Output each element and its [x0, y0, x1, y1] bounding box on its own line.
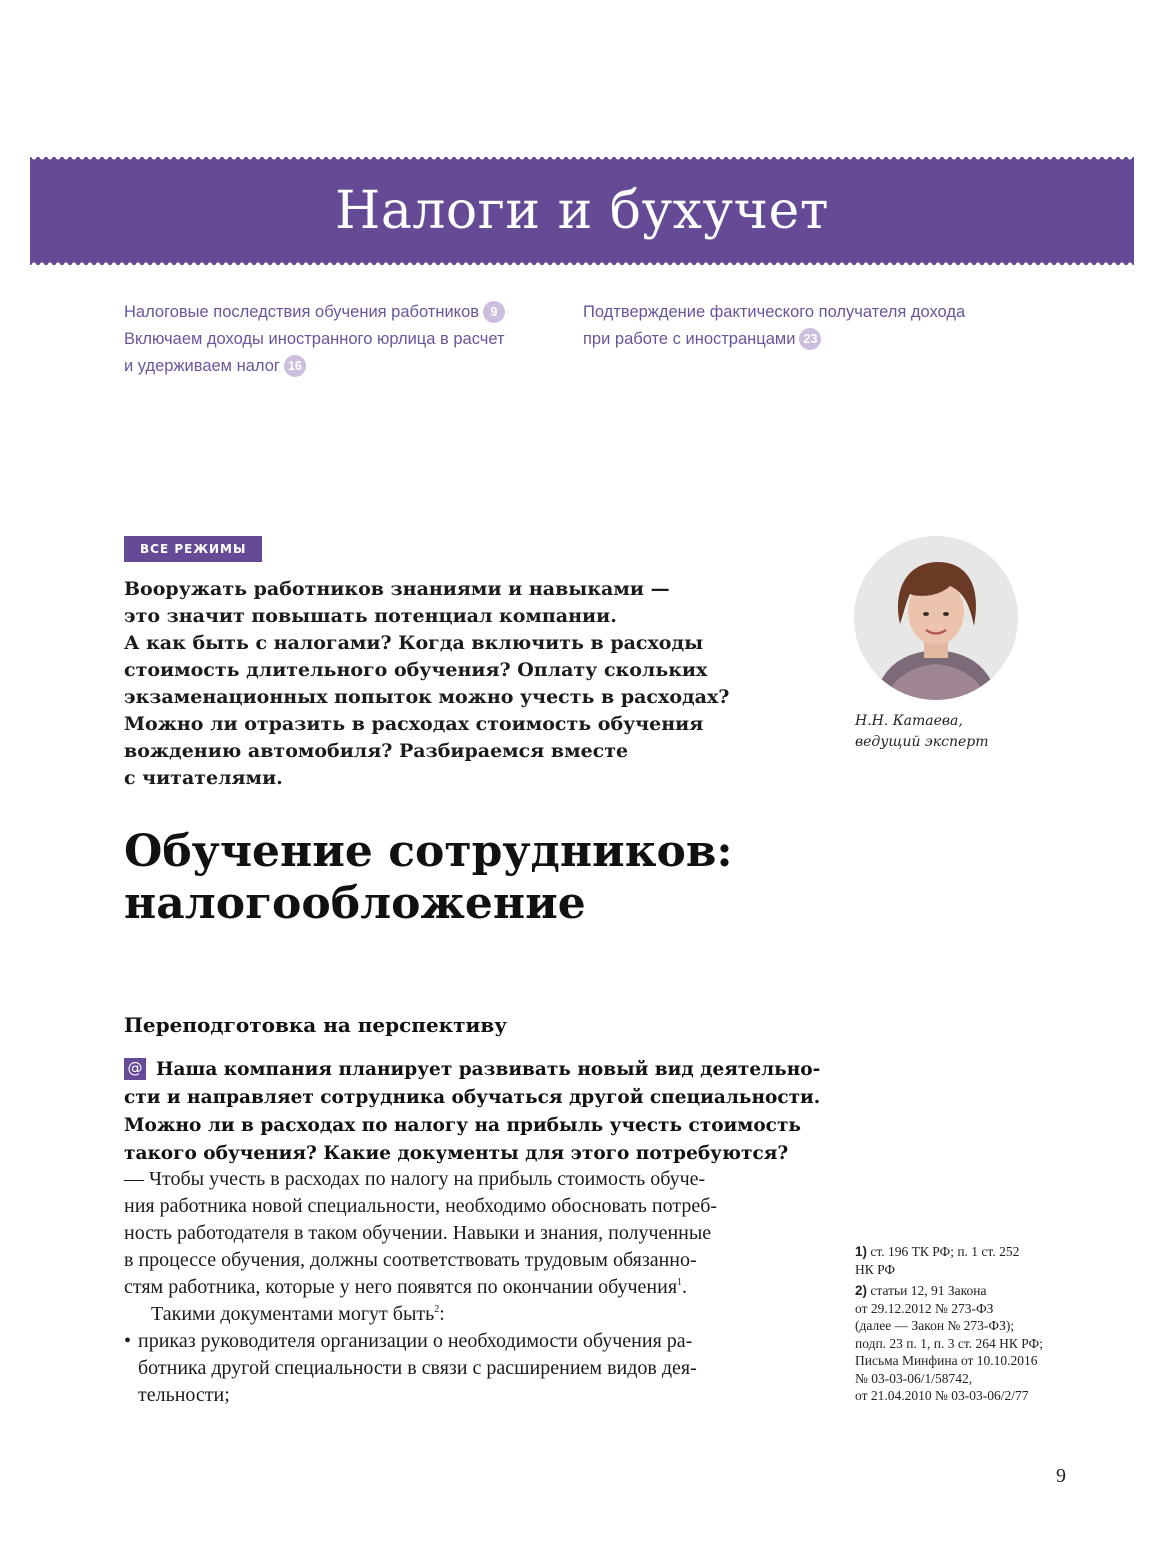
bullet-icon: •: [124, 1330, 132, 1352]
author-name: Н.Н. Катаева,: [855, 713, 963, 729]
page-badge: 9: [483, 301, 505, 323]
toc-entry[interactable]: Налоговые последствия обучения работников 9: [124, 299, 544, 326]
section-banner: [30, 157, 1134, 265]
toc-column-right: [583, 299, 1003, 353]
toc-column-left: [124, 299, 544, 380]
footnote: 2) статьи 12, 91 Закона от 29.12.2012 № 273-ФЗ (далее — Закон № 273-ФЗ); подп. 23 п. 1, п. 3 ст. 264 НК РФ; Письма Минфина от 10.10.2016 № 03-03-06/1/58742, от 21.04.2010 № 03-03-06/2/77: [855, 1283, 1043, 1403]
list-item: • приказ руководителя организации о необходимости обучения ра-: [124, 1328, 814, 1355]
answer-text: — Чтобы учесть в расходах по налогу на прибыль стоимость обуче- ния работника новой специальности, необходимо обосновать потреб- ность работодателя в таком обучении. Навыки и знания, полученные в процессе обучения, должны соответствовать трудовым обязанно- стям работника, которые у него появятся по окончании обучения$^1$. Такими документами могут быть$^2$: • приказ руководителя организации о необходимости обучения ра- ботника другой специальности в связи с расширением видов дея- тельности;: [124, 1166, 814, 1409]
section-subhead: Переподготовка на перспективу: [124, 1013, 508, 1037]
regime-tag: ВСЕ РЕЖИМЫ: [124, 536, 262, 562]
reader-question: @ Наша компания планирует развивать новый вид деятельно- сти и направляет сотрудника обучаться другой специальности. Можно ли в расходах по налогу на прибыль учесть стоимость такого обучения? Какие документы для этого потребуются?: [124, 1059, 821, 1164]
article-headline: Обучение сотрудников: налогообложение: [124, 826, 733, 929]
page-badge: 23: [799, 328, 821, 350]
section-title: Налоги и бухучет: [334, 181, 830, 241]
author-role: ведущий эксперт: [855, 734, 989, 750]
toc-entry[interactable]: Подтверждение фактического получателя дохода при работе с иностранцами 23: [583, 303, 966, 348]
footnote: 1) ст. 196 ТК РФ; п. 1 ст. 252 НК РФ: [855, 1244, 1020, 1277]
author-caption: [855, 711, 989, 753]
footnote-ref[interactable]: 1: [677, 1277, 683, 1288]
page-badge: 16: [284, 355, 306, 377]
page-number: 9: [1056, 1465, 1066, 1487]
footnote-ref[interactable]: 2: [434, 1304, 440, 1315]
author-portrait-icon: [854, 536, 1018, 700]
toc-entry[interactable]: Включаем доходы иностранного юрлица в расчет и удерживаем налог 16: [124, 330, 505, 375]
at-sign-icon: @: [124, 1058, 146, 1080]
author-photo: [854, 536, 1018, 700]
footnotes: [855, 1243, 1095, 1409]
article-lead: Вооружать работников знаниями и навыками — это значит повышать потенциал компании. А как быть с налогами? Когда включить в расходы стоимость длительного обучения? Оплату скольких экзаменационных попыток можно учесть в расходах? Можно ли отразить в расходах стоимость обучения вождению автомобиля? Разбираемся вместе с читателями.: [124, 578, 730, 789]
